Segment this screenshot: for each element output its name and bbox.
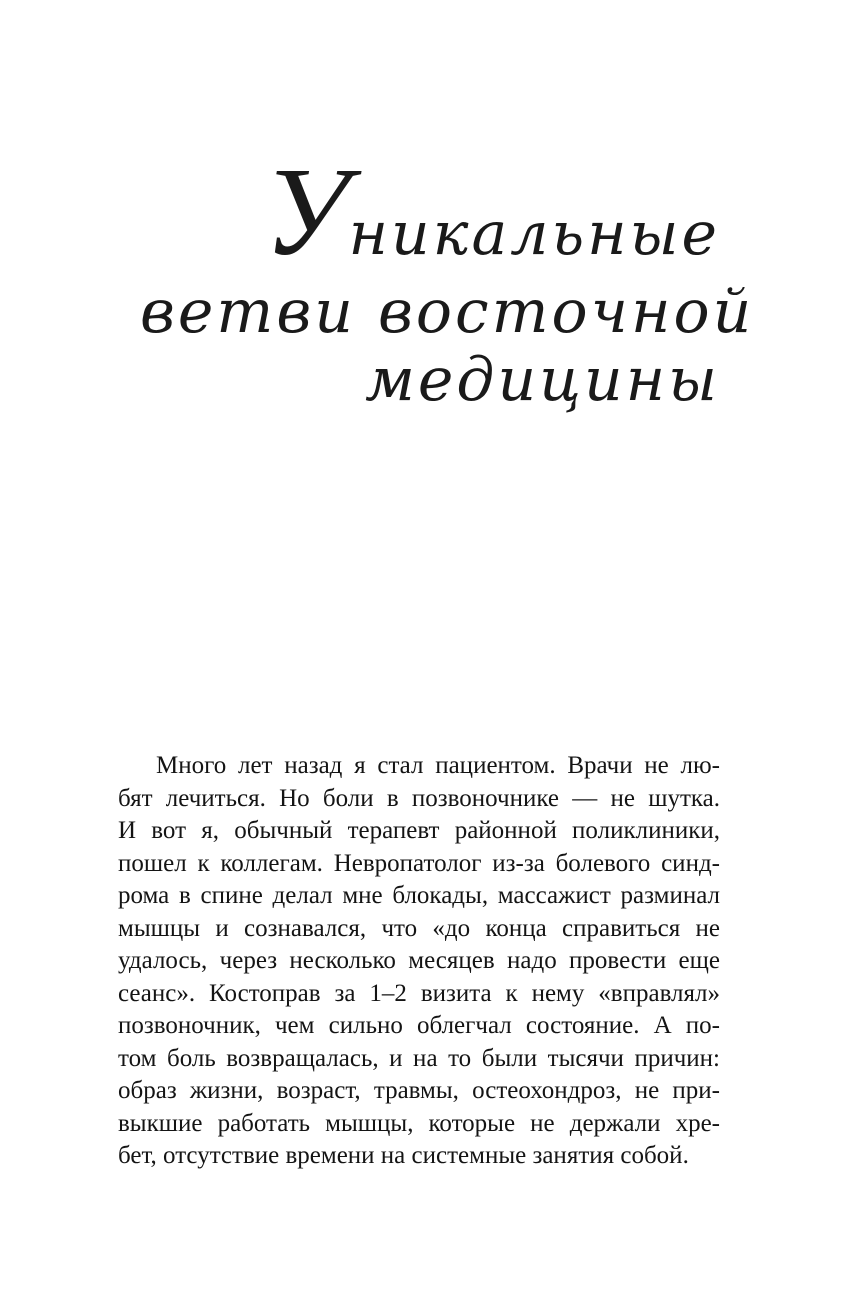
body-line: бят лечиться. Но боли в позвоночнике — не шутка. xyxy=(118,784,720,812)
body-line: Много лет назад я стал пациентом. Врачи не лю- xyxy=(156,752,720,779)
chapter-title xyxy=(140,143,755,415)
body-line: бет, отсутствие времени на системные занятия собой. xyxy=(118,1142,689,1169)
chapter-title-line-2: ветви восточной xyxy=(140,277,755,347)
body-paragraph xyxy=(118,750,720,1173)
body-line: образ жизни, возраст, травмы, остеохондроз, не при- xyxy=(118,1077,720,1104)
chapter-title-line-3: медицины xyxy=(365,345,720,415)
body-line: выкшие работать мышцы, которые не держали хре- xyxy=(118,1109,720,1137)
body-line: И вот я, обычный терапевт районной поликлиники, xyxy=(118,817,720,844)
body-line: удалось, через несколько месяцев надо провести еще xyxy=(118,947,720,974)
chapter-title-line-1-text: никальные xyxy=(348,199,720,269)
body-line: позвоночник, чем сильно облегчал состояние. А по- xyxy=(118,1012,720,1039)
chapter-title-drop-cap: У xyxy=(263,143,349,282)
body-line: рома в спине делал мне блокады, массажист разминал xyxy=(118,882,720,909)
chapter-title-line-1 xyxy=(140,143,720,282)
body-line: пошел к коллегам. Невропатолог из-за болевого синд- xyxy=(118,849,720,877)
body-line: том боль возвращалась, и на то были тысячи причин: xyxy=(118,1044,720,1072)
body-line: мышцы и сознавался, что «до конца справиться не xyxy=(118,914,720,942)
body-line: сеанс». Костоправ за 1–2 визита к нему «вправлял» xyxy=(118,979,720,1007)
